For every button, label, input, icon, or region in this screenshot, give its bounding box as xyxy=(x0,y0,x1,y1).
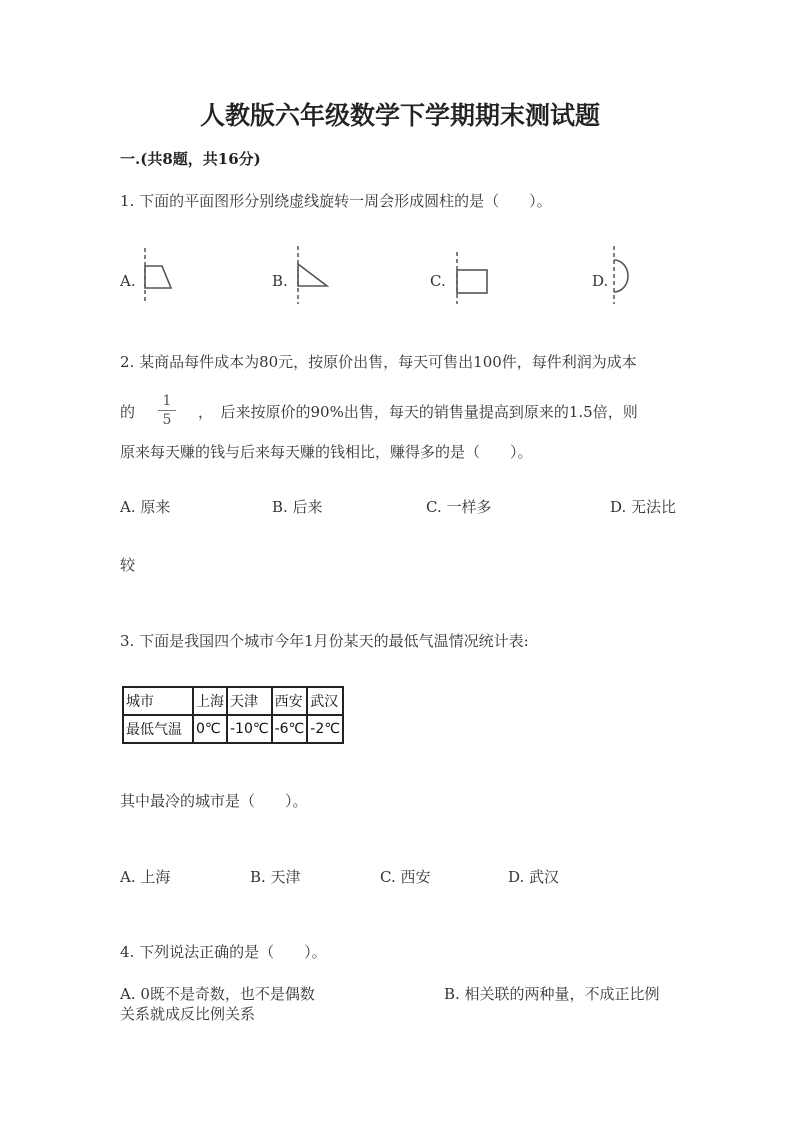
q1-figure-b-triangle xyxy=(290,244,334,306)
question-3-prompt: 其中最冷的城市是（ ）。 xyxy=(120,792,308,810)
question-2-line-3: 原来每天赚的钱与后来每天赚的钱相比，赚得多的是（ ）。 xyxy=(120,443,533,461)
table-header-city: 城市 xyxy=(123,687,193,715)
fraction-one-fifth xyxy=(156,393,178,428)
section-heading: 一.(共8题，共16分) xyxy=(120,150,261,168)
question-1-text: 1. 下面的平面图形分别绕虚线旋转一周会形成圆柱的是（ ）。 xyxy=(120,192,552,210)
q4-option-b: B. 相关联的两种量，不成正比例 xyxy=(444,985,660,1003)
table-cell-temp-2: -10℃ xyxy=(227,715,272,743)
table-cell-city-3: 西安 xyxy=(272,687,308,715)
q4-option-b-continued: 关系就成反比例关系 xyxy=(120,1005,256,1023)
q2-option-a: A. 原来 xyxy=(120,498,171,516)
question-3-text: 3. 下面是我国四个城市今年1月份某天的最低气温情况统计表: xyxy=(120,632,529,650)
table-cell-city-4: 武汉 xyxy=(307,687,343,715)
table-row-temp xyxy=(123,715,343,743)
q2-option-c: C. 一样多 xyxy=(426,498,492,516)
question-2-line-2-end: ， 后来按原价的90%出售，每天的销售量提高到原来的1.5倍，则 xyxy=(198,403,638,421)
q1-figure-a-trapezoid xyxy=(138,246,178,306)
q1-option-b-label: B. xyxy=(272,272,288,290)
question-4-text: 4. 下列说法正确的是（ ）。 xyxy=(120,943,327,961)
table-cell-city-1: 上海 xyxy=(193,687,227,715)
table-cell-city-2: 天津 xyxy=(227,687,272,715)
temperature-table xyxy=(122,686,344,744)
q4-option-a: A. 0既不是奇数，也不是偶数 xyxy=(120,985,315,1003)
q3-option-b: B. 天津 xyxy=(250,868,301,886)
q1-figure-d-semicircle xyxy=(606,244,642,306)
table-header-temp: 最低气温 xyxy=(123,715,193,743)
fraction-denominator: 5 xyxy=(162,412,172,428)
q1-figure-c-rectangle xyxy=(450,250,492,306)
q3-option-c: C. 西安 xyxy=(380,868,431,886)
q3-option-a: A. 上海 xyxy=(120,868,171,886)
page-title: 人教版六年级数学下学期期末测试题 xyxy=(199,101,600,130)
q1-option-c-label: C. xyxy=(430,272,446,290)
question-2-line-1: 2. 某商品每件成本为80元，按原价出售，每天可售出100件，每件利润为成本 xyxy=(120,353,637,371)
fraction-bar xyxy=(158,410,176,411)
table-row-city xyxy=(123,687,343,715)
q2-option-d: D. 无法比 xyxy=(610,498,677,516)
table-cell-temp-1: 0℃ xyxy=(193,715,227,743)
table-cell-temp-4: -2℃ xyxy=(307,715,343,743)
question-2-line-2-start: 的 xyxy=(120,403,136,421)
q2-option-b: B. 后来 xyxy=(272,498,323,516)
fraction-numerator: 1 xyxy=(162,393,172,409)
table-cell-temp-3: -6℃ xyxy=(272,715,308,743)
q3-option-d: D. 武汉 xyxy=(508,868,560,886)
q1-option-a-label: A. xyxy=(120,272,136,290)
q1-option-d-label: D. xyxy=(592,272,609,290)
q2-option-d-wrap: 较 xyxy=(120,556,136,574)
